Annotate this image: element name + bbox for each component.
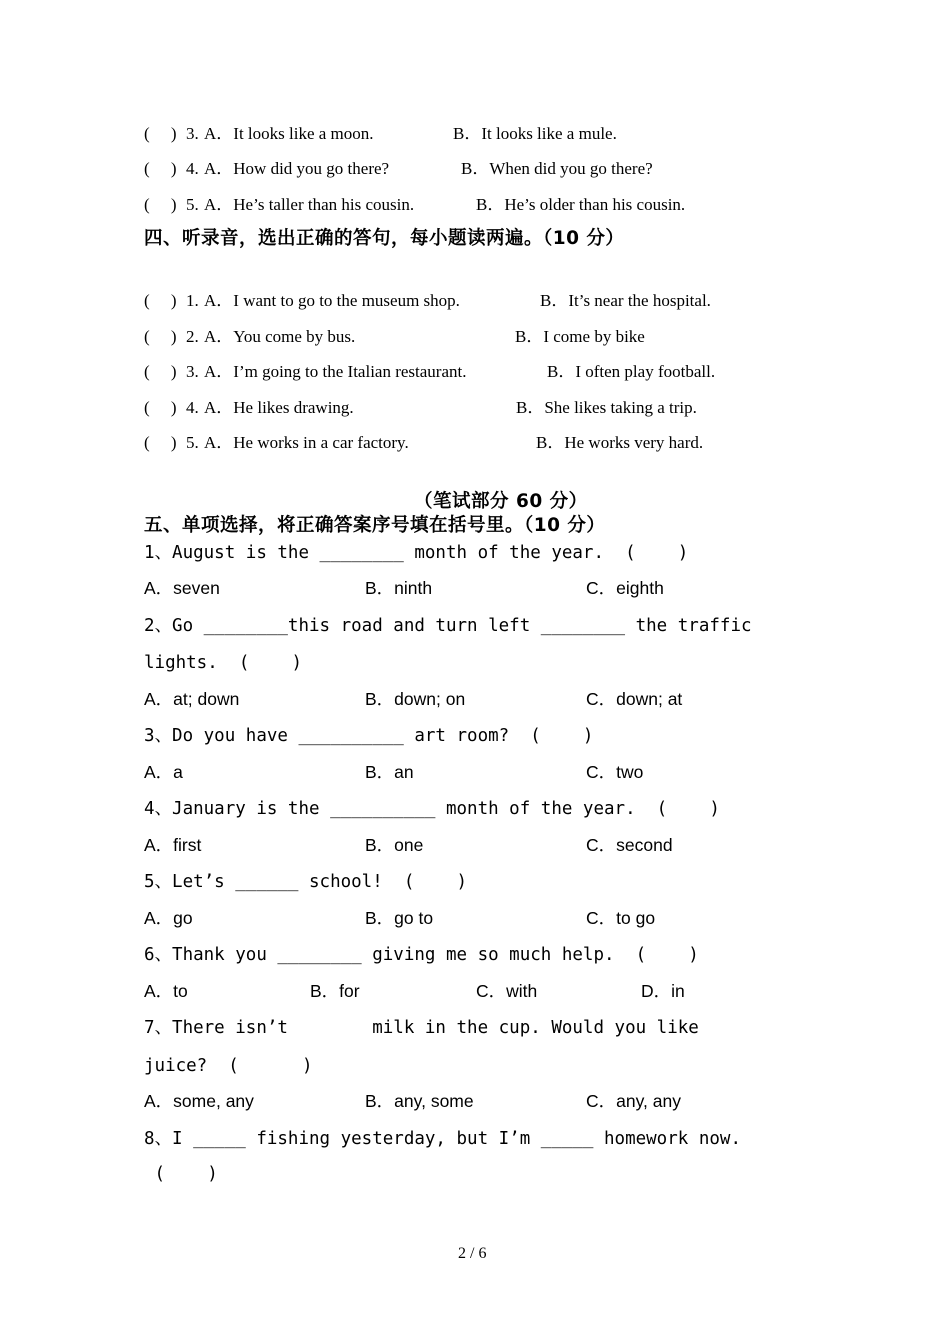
question-6: 6、Thank you ________ giving me so much help. ( ) <box>144 945 699 965</box>
option-c: C．with <box>476 981 538 1001</box>
option-a: A．a <box>144 762 183 782</box>
question-1: 1、August is the ________ month of the year. ( ) <box>144 543 689 563</box>
option-b: B．I often play football. <box>547 362 716 381</box>
section-5-title: 五、单项选择，将正确答案序号填在括号里。（10 分） <box>144 515 606 536</box>
option-a: A．It looks like a moon. <box>204 124 374 143</box>
question-8-continued: ( ) <box>144 1164 218 1184</box>
option-a: A．You come by bus. <box>204 327 356 346</box>
option-c: C．second <box>586 835 673 855</box>
question-5: 5、Let’s ______ school! ( ) <box>144 872 468 892</box>
question-number: 5. <box>186 433 199 452</box>
option-c: C．to go <box>586 908 656 928</box>
option-a: A．He works in a car factory. <box>204 433 409 452</box>
question-4: 4、January is the __________ month of the year. ( ) <box>144 799 720 819</box>
question-2: 2、Go ________this road and turn left ________ the traffic <box>144 616 752 636</box>
answer-bracket: ( ) <box>144 362 177 381</box>
written-part-heading: （笔试部分 60 分） <box>414 491 588 512</box>
option-b: B．She likes taking a trip. <box>516 398 697 417</box>
option-b: B．go to <box>365 908 434 928</box>
answer-bracket: ( ) <box>144 327 177 346</box>
option-a: A．at; down <box>144 689 240 709</box>
question-8: 8、I _____ fishing yesterday, but I’m _____ homework now. <box>144 1129 741 1149</box>
question-number: 3. <box>186 362 199 381</box>
option-b: B．an <box>365 762 414 782</box>
option-b: B．for <box>310 981 360 1001</box>
question-number: 1. <box>186 291 199 310</box>
option-a: A．I’m going to the Italian restaurant. <box>204 362 467 381</box>
option-a: A．seven <box>144 578 220 598</box>
option-b: B．any, some <box>365 1091 474 1111</box>
option-b: B．down; on <box>365 689 466 709</box>
page-number: 2 / 6 <box>458 1245 487 1262</box>
answer-bracket: ( ) <box>144 433 177 452</box>
answer-bracket: ( ) <box>144 291 177 310</box>
option-b: B．He works very hard. <box>536 433 704 452</box>
answer-bracket: ( ) <box>144 159 177 178</box>
option-b: B．ninth <box>365 578 433 598</box>
option-a: A．go <box>144 908 193 928</box>
question-number: 5. <box>186 195 199 214</box>
option-b: B．It looks like a mule. <box>453 124 617 143</box>
option-c: C．down; at <box>586 689 683 709</box>
answer-bracket: ( ) <box>144 398 177 417</box>
option-c: C．eighth <box>586 578 664 598</box>
question-7-continued: juice? ( ) <box>144 1056 313 1076</box>
option-a: A．He’s taller than his cousin. <box>204 195 415 214</box>
option-a: A．some, any <box>144 1091 254 1111</box>
question-number: 4. <box>186 159 199 178</box>
option-b: B．He’s older than his cousin. <box>476 195 686 214</box>
option-a: A．to <box>144 981 188 1001</box>
question-3: 3、Do you have __________ art room? ( ) <box>144 726 594 746</box>
option-b: B．I come by bike <box>515 327 645 346</box>
option-b: B．one <box>365 835 424 855</box>
question-number: 3. <box>186 124 199 143</box>
question-2-continued: lights. ( ) <box>144 653 303 673</box>
option-a: A．How did you go there? <box>204 159 390 178</box>
answer-bracket: ( ) <box>144 124 177 143</box>
option-b: B．It’s near the hospital. <box>540 291 711 310</box>
option-c: C．any, any <box>586 1091 681 1111</box>
option-a: A．I want to go to the museum shop. <box>204 291 460 310</box>
question-number: 4. <box>186 398 199 417</box>
option-a: A．first <box>144 835 202 855</box>
question-number: 2. <box>186 327 199 346</box>
option-a: A．He likes drawing. <box>204 398 354 417</box>
section-4-title: 四、听录音，选出正确的答句，每小题读两遍。（10 分） <box>144 228 625 249</box>
option-d: D．in <box>641 981 685 1001</box>
answer-bracket: ( ) <box>144 195 177 214</box>
question-7: 7、There isn’t milk in the cup. Would you like <box>144 1018 699 1038</box>
option-c: C．two <box>586 762 644 782</box>
option-b: B．When did you go there? <box>461 159 653 178</box>
